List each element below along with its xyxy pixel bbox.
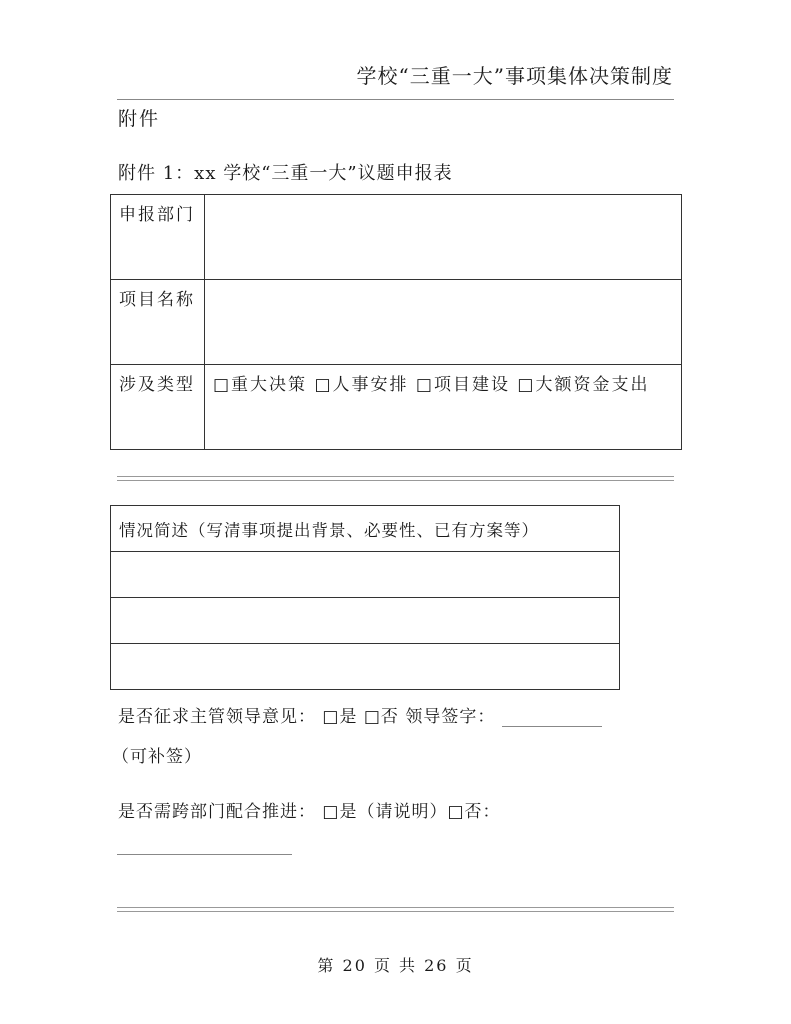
field-type-options[interactable]: □重大决策 □人事安排 □项目建设 □大额资金支出	[205, 365, 682, 450]
situation-table	[110, 505, 620, 690]
situation-blank-row[interactable]	[111, 598, 620, 644]
situation-header: 情况简述（写清事项提出背景、必要性、已有方案等）	[111, 506, 620, 552]
double-divider	[117, 907, 674, 912]
leader-opinion-text: 是否征求主管领导意见： □是 □否 领导签字：	[118, 707, 496, 727]
situation-blank-row[interactable]	[111, 644, 620, 690]
label-type: 涉及类型	[111, 365, 205, 450]
application-form-table	[110, 194, 682, 450]
situation-blank-row[interactable]	[111, 552, 620, 598]
table-row	[111, 280, 682, 365]
form-title: 附件 1：xx 学校“三重一大”议题申报表	[118, 163, 453, 184]
leader-opinion-question	[118, 702, 602, 727]
table-row	[111, 365, 682, 450]
double-divider	[117, 476, 674, 481]
page-number: 第 20 页 共 26 页	[317, 956, 474, 975]
table-row	[111, 506, 620, 552]
label-department: 申报部门	[111, 195, 205, 280]
table-row	[111, 644, 620, 690]
header-divider	[117, 99, 674, 100]
field-project-name[interactable]	[205, 280, 682, 365]
section-title: 附件	[118, 108, 161, 130]
signature-blank[interactable]	[502, 706, 602, 727]
field-department[interactable]	[205, 195, 682, 280]
table-row	[111, 195, 682, 280]
table-row	[111, 552, 620, 598]
cross-department-question: 是否需跨部门配合推进： □是（请说明）□否：	[118, 802, 501, 822]
explanation-blank[interactable]	[117, 854, 292, 855]
document-header-title: 学校“三重一大”事项集体决策制度	[356, 64, 673, 88]
label-project-name: 项目名称	[111, 280, 205, 365]
supplementary-signature-note: （可补签）	[112, 747, 202, 767]
table-row	[111, 598, 620, 644]
